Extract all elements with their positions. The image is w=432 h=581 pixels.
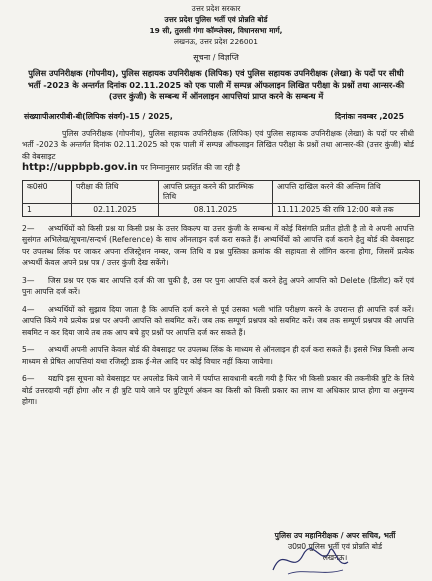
header-end-date: आपत्ति दाखिल करने की अन्तिम तिथि (273, 180, 420, 203)
point-number: 5— (22, 345, 35, 354)
cell-serial: 1 (23, 203, 72, 216)
cell-start-date: 08.11.2025 (159, 203, 273, 216)
point-text: यद्यपि इस सूचना को वेबसाइट पर अपलोड किये जाने में पर्याप्त सावधानी बरती गयी है फिर भी किसी प्रकार की तकनीकी त्रुटि के लिये बोर्ड उत्तरदायी नहीं होगा और न ही त्रुटि पाये जाने पर त्रुटिपूर्ण अंकन का किसी को किसी प्रकार का लाभ या अधिकार प्राप्त होगा या अनुमन्य होगा। (22, 374, 414, 406)
handwritten-signature-icon (268, 540, 358, 580)
signatory-office: उ0प्र0 पुलिस भर्ती एवं प्रोन्नति बोर्ड (287, 542, 383, 551)
reference-date: दिनांकः नवम्बर ,2025 (335, 111, 404, 121)
notice-title: सूचना / विज्ञप्ति (193, 53, 239, 62)
instruction-list (0, 223, 432, 408)
table-row (23, 203, 420, 216)
list-item (22, 275, 414, 298)
intro-text-after-url: पर निम्नानुसार प्रदर्शित की जा रही है (137, 163, 240, 172)
point-text: जिस प्रश्न पर एक बार आपत्ति दर्ज की जा चुकी है, उस पर पुनः आपत्ति दर्ज करने हेतु अपने आपत्ति को Delete (डिलीट) करें एवं पुनः आपत्ति दर्ज करें। (22, 275, 414, 296)
reference-number: संख्याःपीआरपीबी-बी(लिपिक संवर्ग)-15 / 2025, (24, 111, 173, 121)
list-item (22, 373, 414, 408)
website-link[interactable]: http://uppbpb.gov.in (22, 162, 138, 173)
header-start-date: आपत्ति प्रस्तुत करने की प्रारम्भिक तिथि (159, 180, 273, 203)
point-text: अभ्यर्थियों को सुझाव दिया जाता है कि आपत्ति दर्ज करने से पूर्व उसका भली भांति परीक्षण करने के उपरान्त ही आपत्ति दर्ज करें। आपत्ति किये गये प्रत्येक प्रश्न पर अपनी आपत्ति को सबमिट करें। जब तक सम्पूर्ण प्रश्नपत्र को सबमिट करें। जब तक सम्पूर्ण प्रश्नपत्र की आपत्ति सबमिट न कर दिया जाये तब तक आप बचे हुए प्रश्नों पर आपत्ति दर्ज कर सकते हैं। (22, 304, 414, 337)
notice-subject: पुलिस उपनिरीक्षक (गोपनीय), पुलिस सहायक उपनिरीक्षक (लिपिक) एवं पुलिस सहायक उपनिरीक्षक (लेखा) के पदों पर सीधी भर्ती -2023 के अन्तर्गत दिनांक 02.11.2025 को एक पाली में सम्पन्न ऑफलाइन लिखित परीक्षा के प्रश्नों तथा आन्सर-की (उत्तर कुंजी) के सम्बन्ध में ऑनलाइन आपत्तियां प्राप्त करने के सम्बन्ध में (27, 68, 405, 101)
letterhead (0, 3, 432, 47)
list-item (22, 304, 414, 339)
board-name: उत्तर प्रदेश पुलिस भर्ती एवं प्रोन्नति बोर्ड (164, 15, 268, 24)
intro-paragraph (0, 128, 432, 174)
table-header-row (23, 180, 420, 203)
cell-exam-date: 02.11.2025 (72, 203, 159, 216)
cell-end-date: 11.11.2025 की रात्रि 12:00 बजे तक (273, 203, 420, 216)
signatory-title: पुलिस उप महानिरीक्षक / अपर सचिव, भर्ती (274, 531, 396, 540)
signatory-city: लखनऊ। (322, 553, 348, 562)
header-exam-date: परीक्षा की तिथि (72, 180, 159, 203)
header-serial: क0सं0 (23, 180, 72, 203)
list-item (22, 344, 414, 367)
intro-text: पुलिस उपनिरीक्षक (गोपनीय), पुलिस सहायक उपनिरीक्षक (लिपिक) एवं पुलिस सहायक उपनिरीक्षक (लेखा) के पदों पर सीधी भर्ती -2023 के अन्तर्गत दिनांक 02.11.2025 को एक पाली में सम्पन्न ऑफलाइन लिखित परीक्षा के प्रश्नों तथा आन्सर-की (उत्तर कुंजी) बोर्ड की वेबसाइट (22, 128, 414, 161)
board-city: लखनऊ, उत्तर प्रदेश 226001 (174, 37, 258, 46)
point-text: अभ्यर्थियों को किसी प्रश्न या किसी प्रश्न के उत्तर विकल्प या उत्तर कुंजी के सम्बन्ध में कोई विसंगति प्रतीत होती है तो वे अपनी आपत्ति सुसंगत अभिलेख/सूचना/सन्दर्भ (Reference) के साथ ऑनलाइन दर्ज करा सकते हैं। अभ्यर्थियों को आपत्ति दर्ज कराने हेतु बोर्ड की वेबसाइट पर उपलब्ध लिंक पर जाकर अपना रजिस्ट्रेशन नम्बर, जन्म तिथि व प्रश्न पुस्तिका क्रमांक की सहायता से लॉगिन करना होगा, जिसमें प्रत्येक अभ्यर्थी केवल अपने प्रश्न पत्र / उत्तर कुंजी देख सकेंगे। (22, 223, 414, 267)
point-number: 3— (22, 275, 35, 285)
list-item (22, 223, 414, 269)
point-number: 2— (22, 223, 35, 233)
point-number: 4— (22, 304, 35, 314)
schedule-table (22, 180, 420, 217)
govt-name: उत्तर प्रदेश सरकार (191, 4, 241, 13)
point-number: 6— (22, 374, 35, 383)
point-text: अभ्यर्थी अपनी आपत्ति केवल बोर्ड की वेबसाइट पर उपलब्ध लिंक के माध्यम से ऑनलाइन ही दर्ज करा सकते हैं। इससे भिन्न किसी अन्य माध्यम से प्रेषित आपत्तियां यथा रजिस्ट्री डाक ई-मेल आदि पर कोई विचार नहीं किया जायेगा। (22, 345, 414, 366)
board-address: 19 सी, तुलसी गंगा कॉम्प्लेक्स, विधानसभा मार्ग, (149, 26, 283, 35)
reference-row (0, 112, 432, 122)
